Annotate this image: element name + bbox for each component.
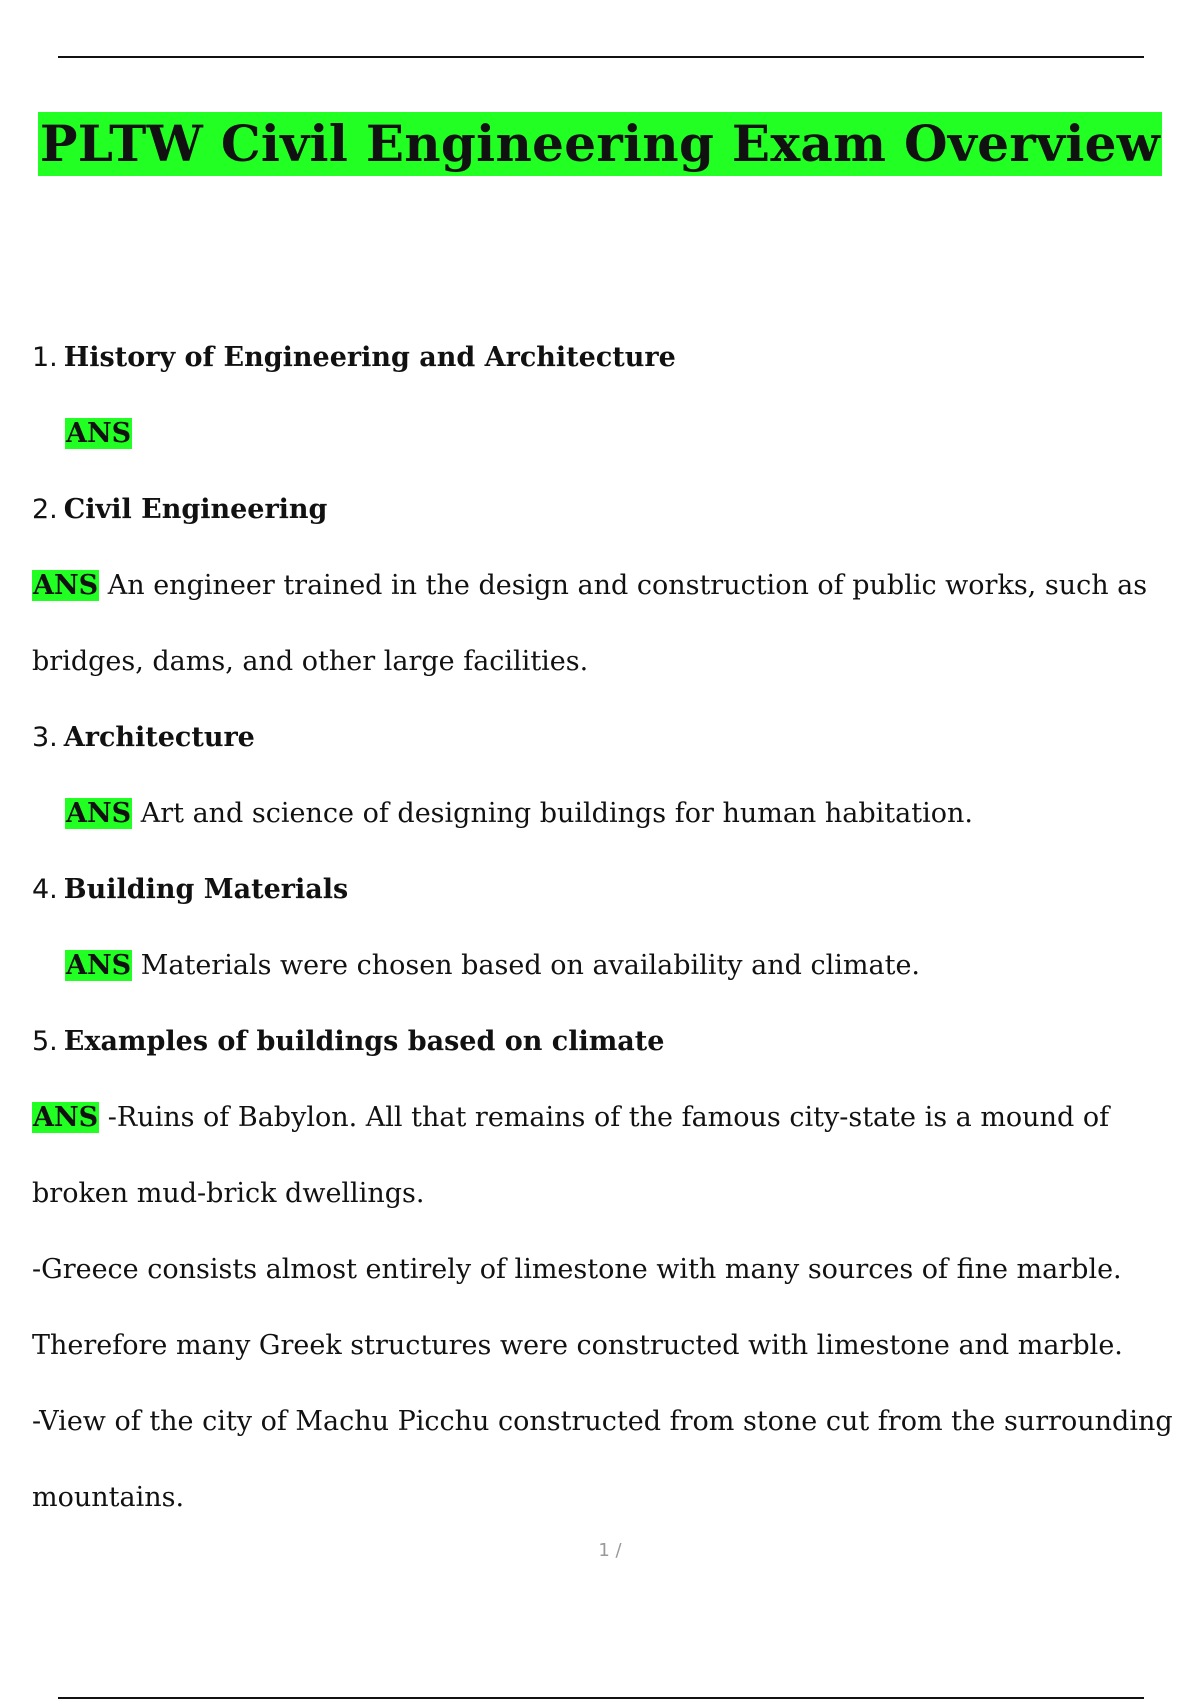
question-4: [32, 872, 1182, 908]
title-container: [0, 112, 1200, 176]
answer-text: -Ruins of Babylon. All that remains of the famous city-state is a mound of: [107, 1102, 1110, 1133]
top-rule: [58, 56, 1144, 58]
answer-3: [65, 796, 1200, 832]
ans-label: ANS: [66, 418, 132, 449]
question-number: 4.: [32, 874, 58, 905]
answer-5-line-6: [32, 1480, 1182, 1516]
answer-5-line-1: [32, 1100, 1182, 1136]
answer-1: [65, 416, 1200, 452]
answer-2-line-1: [32, 568, 1182, 604]
answer-text: Art and science of designing buildings for human habitation.: [140, 798, 973, 829]
question-number: 3.: [32, 722, 58, 753]
ans-label: ANS: [33, 1102, 99, 1133]
question-3: [32, 720, 1182, 756]
page-title: PLTW Civil Engineering Exam Overview: [38, 112, 1162, 176]
answer-text: mountains.: [32, 1482, 185, 1513]
answer-text: An engineer trained in the design and construction of public works, such as: [107, 570, 1148, 601]
answer-5-line-2: [32, 1176, 1182, 1212]
answer-4: [65, 948, 1200, 984]
answer-text: -View of the city of Machu Picchu constructed from stone cut from the surrounding: [32, 1406, 1173, 1437]
answer-5-line-3: [32, 1252, 1182, 1288]
ans-label: ANS: [66, 798, 132, 829]
question-number: 5.: [32, 1026, 58, 1057]
answer-text: Materials were chosen based on availability and climate.: [140, 950, 921, 981]
answer-text: Therefore many Greek structures were constructed with limestone and marble.: [32, 1330, 1123, 1361]
page-number: 1 /: [598, 1540, 622, 1561]
question-number: 1.: [32, 342, 58, 373]
question-5: [32, 1024, 1182, 1060]
ans-label: ANS: [33, 570, 99, 601]
question-text: Building Materials: [63, 874, 349, 905]
question-text: Civil Engineering: [63, 494, 328, 525]
answer-2-line-2: [32, 644, 1182, 680]
question-2: [32, 492, 1182, 528]
answer-text: bridges, dams, and other large facilities.: [32, 646, 589, 677]
bottom-rule: [58, 1697, 1144, 1699]
question-text: Architecture: [63, 722, 255, 753]
answer-5-line-4: [32, 1328, 1182, 1364]
answer-text: broken mud-brick dwellings.: [32, 1178, 425, 1209]
ans-label: ANS: [66, 950, 132, 981]
answer-text: -Greece consists almost entirely of limestone with many sources of fine marble.: [32, 1254, 1122, 1285]
question-text: Examples of buildings based on climate: [63, 1026, 665, 1057]
question-1: [32, 340, 1182, 376]
question-text: History of Engineering and Architecture: [63, 342, 676, 373]
question-number: 2.: [32, 494, 58, 525]
answer-5-line-5: [32, 1404, 1182, 1440]
